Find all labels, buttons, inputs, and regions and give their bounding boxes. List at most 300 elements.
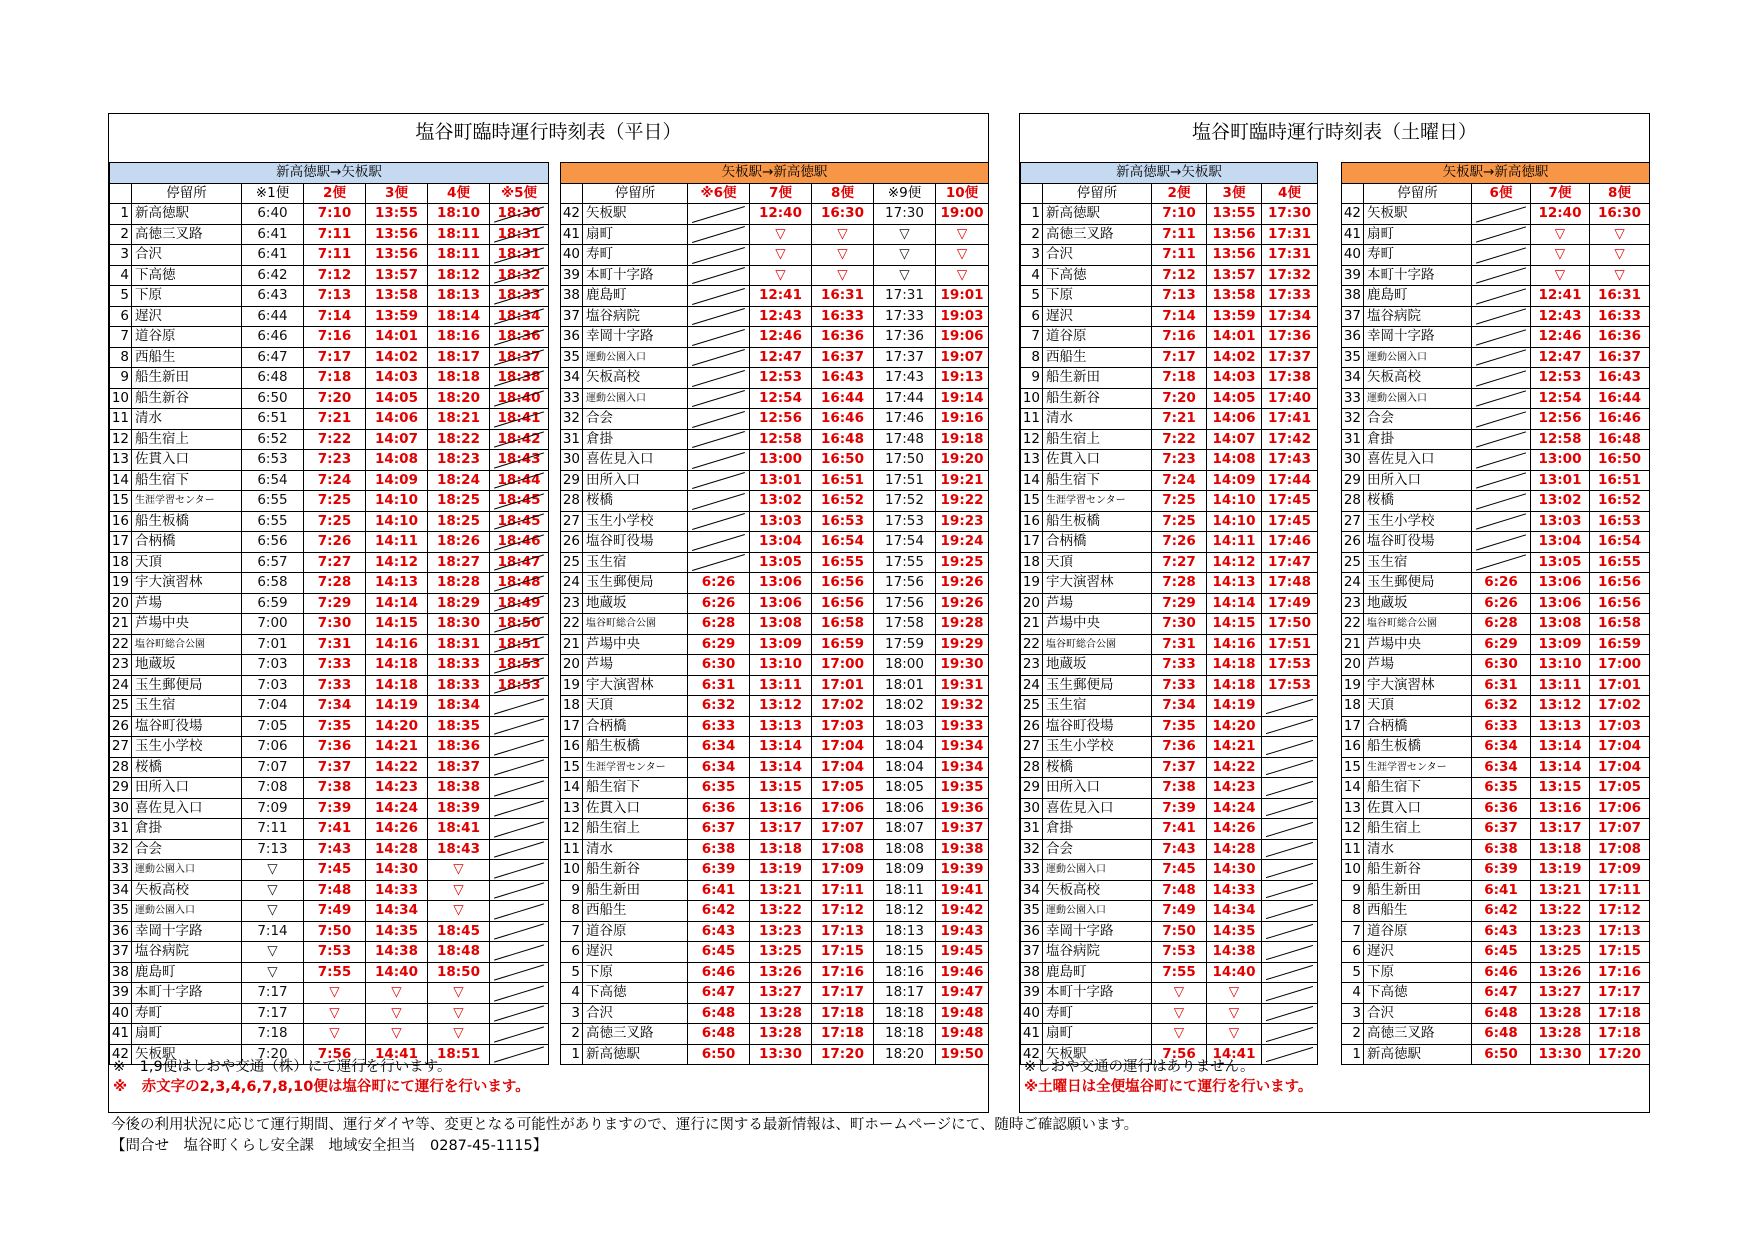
stop-number: 18 [1342,696,1364,717]
departure-time: 6:55 [242,491,304,512]
departure-time: 7:05 [242,716,304,737]
table-row [1021,532,1318,553]
weekday-inbound-table [560,162,989,1065]
stop-name: 運動公園入口 [1364,388,1472,409]
departure-time: 17:50 [874,450,936,471]
column-header-trip: 2便 [304,183,366,204]
stop-number: 26 [561,532,583,553]
departure-time: 18:31 [490,245,549,266]
departure-time: ▽ [428,901,490,922]
departure-time: 7:25 [1152,511,1207,532]
table-row [110,573,549,594]
departure-time: 12:46 [750,327,812,348]
departure-time: 18:04 [874,757,936,778]
departure-time: 14:06 [366,409,428,430]
departure-time: 6:43 [242,286,304,307]
stop-name: 矢板駅 [583,204,688,225]
departure-time: 6:33 [688,716,750,737]
table-row [110,450,549,471]
departure-time: 14:01 [1207,327,1262,348]
departure-time: 17:02 [1590,696,1650,717]
departure-time: 7:03 [242,655,304,676]
stop-number: 5 [110,286,132,307]
departure-time: 19:26 [936,593,989,614]
table-row [1021,450,1318,471]
departure-time: 18:30 [490,204,549,225]
stop-name: 本町十字路 [583,265,688,286]
departure-time: 18:14 [428,306,490,327]
weekday-title: 塩谷町臨時運行時刻表（平日） [415,121,682,143]
departure-time: 13:28 [750,1024,812,1045]
departure-time: 19:41 [936,880,989,901]
departure-time: 6:47 [688,983,750,1004]
table-row [1021,983,1318,1004]
departure-time: 6:47 [242,347,304,368]
departure-time: 7:23 [304,450,366,471]
departure-time: 6:41 [688,880,750,901]
departure-time: 12:41 [750,286,812,307]
departure-time: 7:25 [1152,491,1207,512]
departure-time: 17:20 [1590,1044,1650,1065]
departure-time [1472,388,1531,409]
departure-time: 6:28 [1472,614,1531,635]
departure-time: 12:53 [750,368,812,389]
stop-number: 35 [110,901,132,922]
departure-time [1472,552,1531,573]
departure-time: 13:14 [750,757,812,778]
table-row [561,675,989,696]
table-row [1021,1024,1318,1045]
stop-number: 21 [1021,614,1043,635]
stop-name: 玉生郵便局 [132,675,242,696]
departure-time: 18:48 [428,942,490,963]
departure-time: 18:03 [874,716,936,737]
departure-time: 17:13 [812,921,874,942]
departure-time: 18:11 [428,224,490,245]
departure-time: 18:35 [428,716,490,737]
stop-name: 合沢 [1043,245,1152,266]
stop-number: 41 [110,1024,132,1045]
departure-time: 7:28 [1152,573,1207,594]
stop-number: 37 [1342,306,1364,327]
departure-time: 17:18 [812,1024,874,1045]
departure-time: 7:30 [304,614,366,635]
stop-number: 1 [110,204,132,225]
departure-time: 18:33 [428,655,490,676]
departure-time: 7:12 [1152,265,1207,286]
departure-time: 6:31 [1472,675,1531,696]
stop-number: 28 [561,491,583,512]
stop-number: 6 [110,306,132,327]
stop-name: 玉生小学校 [1043,737,1152,758]
stop-number: 6 [1021,306,1043,327]
stop-name: 寿町 [583,245,688,266]
departure-time: 13:12 [1531,696,1590,717]
departure-time: 17:07 [1590,819,1650,840]
departure-time [688,368,750,389]
stop-number: 13 [1021,450,1043,471]
table-row [561,306,989,327]
departure-time: 6:41 [242,245,304,266]
stop-number: 36 [110,921,132,942]
departure-time: 18:43 [428,839,490,860]
departure-time: 18:37 [428,757,490,778]
departure-time [490,860,549,881]
stop-number: 21 [110,614,132,635]
stop-name: 玉生宿 [1364,552,1472,573]
stop-name: 清水 [1364,839,1472,860]
departure-time [1262,901,1318,922]
stop-name: 生涯学習センター [132,491,242,512]
departure-time [1262,880,1318,901]
stop-name: 船生板橋 [583,737,688,758]
departure-time: 18:45 [490,491,549,512]
stop-number: 10 [1021,388,1043,409]
departure-time: 7:20 [242,1044,304,1065]
departure-time: 16:52 [1590,491,1650,512]
departure-time: 19:47 [936,983,989,1004]
departure-time: 16:37 [1590,347,1650,368]
table-row [1021,798,1318,819]
departure-time: 18:06 [874,798,936,819]
departure-time: 16:58 [1590,614,1650,635]
departure-time: 6:56 [242,532,304,553]
departure-time [1472,204,1531,225]
column-header-stop: 停留所 [583,183,688,204]
departure-time: 6:30 [688,655,750,676]
saturday-title: 塩谷町臨時運行時刻表（土曜日） [1191,121,1477,143]
departure-time: ▽ [428,1024,490,1045]
departure-time: 7:49 [1152,901,1207,922]
departure-time: 18:50 [428,962,490,983]
stop-number: 13 [1342,798,1364,819]
departure-time: 13:10 [1531,655,1590,676]
stop-name: 船生宿上 [583,819,688,840]
departure-time [688,511,750,532]
table-row [561,798,989,819]
departure-time: 7:13 [304,286,366,307]
departure-time [1472,470,1531,491]
table-row [1342,778,1650,799]
stop-number: 35 [1021,901,1043,922]
departure-time: 7:53 [304,942,366,963]
stop-number: 23 [1342,593,1364,614]
column-header-trip: ※6便 [688,183,750,204]
departure-time: 12:56 [1531,409,1590,430]
departure-time: 17:16 [1590,962,1650,983]
stop-name: 遅沢 [583,942,688,963]
departure-time: 6:43 [1472,921,1531,942]
departure-time: 6:48 [1472,1024,1531,1045]
departure-time: 13:09 [1531,634,1590,655]
departure-time: 14:34 [1207,901,1262,922]
stop-name: 新高徳駅 [1043,204,1152,225]
departure-time: ▽ [1207,983,1262,1004]
departure-time: 16:36 [812,327,874,348]
table-row [110,614,549,635]
table-row [561,532,989,553]
stop-number: 12 [1342,819,1364,840]
departure-time: 17:12 [1590,901,1650,922]
table-row [1021,368,1318,389]
departure-time: 13:09 [750,634,812,655]
table-row [110,511,549,532]
stop-number: 5 [1021,286,1043,307]
departure-time: 17:47 [1262,552,1318,573]
departure-time: 7:34 [304,696,366,717]
departure-time: 16:59 [812,634,874,655]
table-row [1021,921,1318,942]
departure-time: 16:54 [812,532,874,553]
departure-time: 16:58 [812,614,874,635]
departure-time: 7:36 [1152,737,1207,758]
stop-number: 34 [1021,880,1043,901]
departure-time: 7:37 [304,757,366,778]
table-row [561,983,989,1004]
departure-time: 16:33 [812,306,874,327]
departure-time: 7:25 [304,491,366,512]
stop-name: 船生新田 [132,368,242,389]
departure-time: ▽ [1207,1024,1262,1045]
table-row [561,716,989,737]
departure-time: 19:48 [936,1003,989,1024]
departure-time: 18:50 [490,614,549,635]
stop-name: 船生宿下 [1364,778,1472,799]
departure-time [490,1044,549,1065]
departure-time: 17:55 [874,552,936,573]
stop-name: 田所入口 [132,778,242,799]
departure-time: 17:08 [1590,839,1650,860]
departure-time: 18:18 [874,1024,936,1045]
stop-number: 35 [561,347,583,368]
departure-time: 14:03 [1207,368,1262,389]
departure-time: 7:33 [304,655,366,676]
stop-number: 3 [1021,245,1043,266]
saturday-timetable-panel [1019,113,1650,1113]
stop-name: 玉生宿 [1043,696,1152,717]
stop-name: 運動公園入口 [132,860,242,881]
stop-number: 16 [1021,511,1043,532]
column-header-trip: 4便 [1262,183,1318,204]
departure-time: 14:19 [1207,696,1262,717]
departure-time: 14:12 [1207,552,1262,573]
departure-time [490,962,549,983]
table-row [1021,511,1318,532]
departure-time: 14:14 [1207,593,1262,614]
stop-name: 玉生宿 [132,696,242,717]
stop-number: 15 [561,757,583,778]
departure-time: 13:23 [750,921,812,942]
departure-time [490,921,549,942]
table-row [1342,901,1650,922]
departure-time: 14:40 [1207,962,1262,983]
stop-number: 33 [1021,860,1043,881]
stop-number: 10 [561,860,583,881]
table-row [110,388,549,409]
stop-name: 下原 [583,962,688,983]
stop-number: 41 [561,224,583,245]
table-row [1342,860,1650,881]
stop-name: 高徳三叉路 [132,224,242,245]
table-row [1342,634,1650,655]
departure-time: ▽ [428,880,490,901]
departure-time: 6:39 [688,860,750,881]
departure-time [1262,962,1318,983]
table-row [1342,429,1650,450]
departure-time [688,204,750,225]
stop-number: 27 [1342,511,1364,532]
stop-number: 31 [561,429,583,450]
departure-time: 17:40 [1262,388,1318,409]
departure-time [1262,1003,1318,1024]
table-row [561,737,989,758]
stop-name: 倉掛 [583,429,688,450]
departure-time: 12:47 [1531,347,1590,368]
stop-number: 33 [110,860,132,881]
table-row [110,757,549,778]
departure-time: 18:36 [490,327,549,348]
departure-time [1472,224,1531,245]
table-row [561,942,989,963]
departure-time: 17:43 [874,368,936,389]
stop-number: 26 [110,716,132,737]
column-header-trip: 6便 [1472,183,1531,204]
departure-time [1472,306,1531,327]
departure-time: ▽ [366,1003,428,1024]
departure-time: 19:43 [936,921,989,942]
departure-time: 17:05 [1590,778,1650,799]
departure-time [688,224,750,245]
stop-name: 寿町 [1043,1003,1152,1024]
stop-number: 13 [561,798,583,819]
departure-time: 13:55 [366,204,428,225]
stop-name: 船生新谷 [583,860,688,881]
departure-time: 19:16 [936,409,989,430]
departure-time [490,819,549,840]
stop-name: 鹿島町 [1364,286,1472,307]
table-row [1342,347,1650,368]
table-row [1342,1044,1650,1065]
stop-name: 船生宿下 [583,778,688,799]
table-row [110,491,549,512]
stop-name: 清水 [1043,409,1152,430]
stop-number: 14 [1342,778,1364,799]
departure-time: 13:15 [1531,778,1590,799]
departure-time [688,450,750,471]
departure-time: 13:16 [750,798,812,819]
stop-name: 幸岡十字路 [1043,921,1152,942]
stop-name: 清水 [132,409,242,430]
departure-time: 14:30 [366,860,428,881]
departure-time: 17:50 [1262,614,1318,635]
departure-time: 17:37 [874,347,936,368]
stop-number: 38 [561,286,583,307]
table-row [561,962,989,983]
stop-name: 西船生 [1043,347,1152,368]
departure-time: 6:53 [242,450,304,471]
departure-time: 7:20 [1152,388,1207,409]
stop-number: 5 [1342,962,1364,983]
departure-time: 18:40 [490,388,549,409]
departure-time: 17:04 [1590,757,1650,778]
stop-number: 8 [561,901,583,922]
table-row [110,327,549,348]
table-row [1021,942,1318,963]
departure-time: 13:25 [1531,942,1590,963]
stop-name: 生涯学習センター [1364,757,1472,778]
departure-time: 14:10 [366,511,428,532]
departure-time: 16:51 [812,470,874,491]
departure-time: 14:15 [366,614,428,635]
departure-time: 14:38 [1207,942,1262,963]
departure-time: 14:19 [366,696,428,717]
stop-number: 19 [561,675,583,696]
table-row [1021,265,1318,286]
stop-name: 道谷原 [583,921,688,942]
table-row [1342,819,1650,840]
stop-number: 41 [1342,224,1364,245]
departure-time: 7:16 [304,327,366,348]
table-row [561,327,989,348]
departure-time: 17:05 [812,778,874,799]
departure-time: 14:05 [1207,388,1262,409]
stop-name: 運動公園入口 [132,901,242,922]
departure-time: 7:36 [304,737,366,758]
departure-time: 7:10 [1152,204,1207,225]
stop-name: 矢板駅 [1043,1044,1152,1065]
table-row [561,921,989,942]
departure-time: 19:03 [936,306,989,327]
stop-number: 16 [1342,737,1364,758]
departure-time: 13:19 [750,860,812,881]
departure-time: 12:47 [750,347,812,368]
departure-time: 16:50 [1590,450,1650,471]
departure-time: 14:05 [366,388,428,409]
departure-time: 18:53 [490,655,549,676]
departure-time: 18:11 [874,880,936,901]
departure-time: 17:17 [1590,983,1650,1004]
stop-number: 42 [561,204,583,225]
departure-time [1472,245,1531,266]
stop-number: 39 [1342,265,1364,286]
stop-name: 倉掛 [1043,819,1152,840]
departure-time: 6:48 [688,1003,750,1024]
departure-time: 7:03 [242,675,304,696]
departure-time: 14:33 [1207,880,1262,901]
stop-name: 芦場中央 [1364,634,1472,655]
departure-time: 13:28 [1531,1003,1590,1024]
departure-time: 18:49 [490,593,549,614]
departure-time: 14:07 [1207,429,1262,450]
stop-number: 42 [1342,204,1364,225]
departure-time: 7:07 [242,757,304,778]
table-row [561,839,989,860]
stop-number: 30 [1021,798,1043,819]
departure-time: 13:58 [366,286,428,307]
stop-name: 寿町 [1364,245,1472,266]
departure-time: 7:49 [304,901,366,922]
departure-time: 17:33 [874,306,936,327]
stop-number: 29 [1021,778,1043,799]
departure-time: 16:37 [812,347,874,368]
departure-time: 16:30 [1590,204,1650,225]
departure-time: ▽ [750,224,812,245]
stop-number: 36 [561,327,583,348]
weekday-outbound-table [109,162,549,1065]
column-header-trip: 10便 [936,183,989,204]
stop-name: 船生板橋 [132,511,242,532]
departure-time: 19:00 [936,204,989,225]
